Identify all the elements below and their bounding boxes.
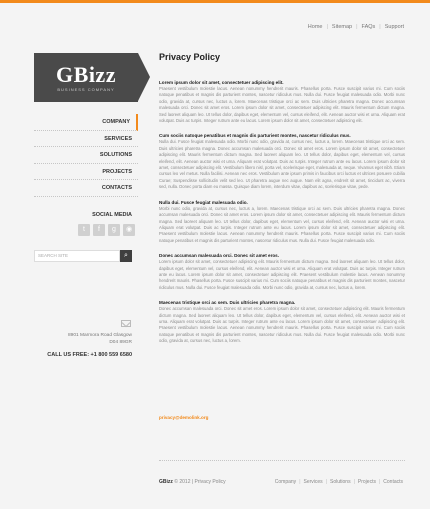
menu-item-company[interactable]: COMPANY <box>34 114 138 131</box>
social-icons <box>78 224 135 236</box>
footer-nav-projects[interactable]: Projects <box>357 479 376 485</box>
logo-tagline: BUSINESS COMPANY <box>57 87 115 92</box>
mail-icon <box>121 320 131 327</box>
top-nav-separator: | <box>326 24 328 30</box>
footer-divider <box>159 460 405 461</box>
top-nav-support[interactable]: Support <box>384 24 404 30</box>
top-nav-faqs[interactable]: FAQs <box>361 24 376 30</box>
policy-section <box>159 299 405 344</box>
footer-nav <box>272 479 406 485</box>
section-body: Donec accumsan malesuada orci. Donec sit amet eros. Lorem ipsum dolor sit amet, consectetuer adipiscing elit. Mauris fermentum dictum magna. Sed laoreet aliquam leo. Ut tellus dolor, dapibus eget, elementum vel, cursus eleifend, elit. Aenean auctor wisi et urna. Aliquam erat volutpat. Duis ac turpis. Integer rutrum ante eu lacus. Lorem ipsum dolor sit amet, consectetuer adipiscing elit. Praesent vestibulum molestie lacus. Aenean nonummy hendrerit mauris. Phasellus porta. Fusce suscipit varius mi. Cum sociis natoque penatibus et magnis dis parturient montes, nascetur ridiculus mus. Nulla dui. Fusce feugiat malesuada odio. Morbi nunc odio, gravida at, cursus nec, luctus a, lorem. <box>159 306 405 344</box>
menu-item-services[interactable]: SERVICES <box>34 131 138 148</box>
section-heading: Donec accumsan malesuada orci. Donec sit amet eros. <box>159 253 279 259</box>
address <box>34 332 132 346</box>
address-line: D04 89GR <box>109 340 132 345</box>
side-menu <box>34 114 138 197</box>
search-input[interactable]: SEARCH SITE <box>34 250 120 262</box>
top-nav-sitemap[interactable]: Sitemap <box>331 24 353 30</box>
section-heading: Cum sociis natoque penatibus et magnis dis parturient montes, nascetur ridiculus mus. <box>159 133 351 139</box>
footer-nav-company[interactable]: Company <box>274 479 297 485</box>
footer-copyright-text: © 2012 | Privacy Policy <box>174 479 226 485</box>
top-nav <box>304 24 408 30</box>
accent-top-bar <box>0 0 430 3</box>
menu-item-projects[interactable]: PROJECTS <box>34 164 138 181</box>
rss-icon[interactable]: ◉ <box>123 224 135 236</box>
menu-item-solutions[interactable]: SOLUTIONS <box>34 147 138 164</box>
section-body: Praesent vestibulum molestie lacus. Aenean nonummy hendrerit mauris. Phasellus porta. Fusce suscipit varius mi. Cum sociis natoque penatibus et magnis dis parturient montes, nascetur ridiculus mus. Nulla dui. Fusce feugiat malesuada odio. Morbi nunc odio, gravida at, cursus nec, luctus a, lorem. Maecenas tristique orci ac sem. Duis ultricies pharetra magna. Donec accumsan malesuada orci. Donec sit amet eros. Lorem ipsum dolor sit amet, consectetuer adipiscing elit. Mauris fermentum dictum magna. Sed laoreet aliquam leo. Ut tellus dolor, dapibus eget, elementum vel, cursus eleifend, elit. Aenean auctor wisi et urna. Aliquam erat volutpat. Duis ac turpis. Integer rutrum ante eu lacus. Lorem ipsum dolor sit amet, consectetuer adipiscing elit. <box>159 86 405 124</box>
section-body: Morbi nunc odio, gravida at, cursus nec, luctus a, lorem. Maecenas tristique orci ac sem. Duis ultricies pharetra magna. Donec accumsan malesuada orci. Donec sit amet eros. Lorem ipsum dolor sit amet, consectetuer adipiscing elit. Mauris fermentum dictum magna. Sed laoreet aliquam leo. Ut tellus dolor, dapibus eget, elementum vel, cursus eleifend, elit. Aenean auctor wisi et urna. Aliquam erat volutpat. Duis ac turpis. Integer rutrum ante eu lacus. Lorem ipsum dolor sit amet, consectetuer adipiscing elit. Praesent vestibulum molestie lacus. Aenean nonummy hendrerit mauris. Phasellus porta. Fusce suscipit varius mi. Cum sociis natoque penatibus et magnis dis parturient montes, nascetur ridiculus mus. Nulla dui. Fusce feugiat malesuada odio. <box>159 205 405 243</box>
footer-nav-separator: | <box>299 479 301 485</box>
phone-number: CALL US FREE: +1 800 559 6580 <box>47 352 132 358</box>
address-line: 8901 Marmora Road Glasgow <box>68 333 132 338</box>
twitter-icon[interactable]: t <box>78 224 90 236</box>
footer-brand: GBizz <box>159 479 173 485</box>
logo-title: GBizz <box>56 62 116 87</box>
policy-section <box>159 79 405 124</box>
top-nav-home[interactable]: Home <box>307 24 323 30</box>
policy-section <box>159 199 405 244</box>
facebook-icon[interactable]: f <box>93 224 105 236</box>
privacy-email-link[interactable]: privacy@demolink.org <box>159 415 209 420</box>
footer-nav-separator: | <box>378 479 381 485</box>
footer-nav-separator: | <box>325 479 327 485</box>
footer-nav-separator: | <box>353 479 355 485</box>
section-body: Nulla dui. Fusce feugiat malesuada odio. Morbi nunc odio, gravida at, cursus nec, luctus a, lorem. Maecenas tristique orci ac sem. Duis ultricies pharetra magna. Donec accumsan malesuada orci. Donec sit amet eros. Lorem ipsum dolor sit amet, consectetuer adipiscing elit. Mauris fermentum dictum magna. Sed laoreet aliquam leo. Ut tellus dolor, dapibus eget, elementum vel, cursus eleifend, elit. Aenean auctor wisi et urna. Aliquam erat volutpat. Duis ac turpis. Integer rutrum ante eu lacus. Lorem ipsum dolor sit amet, consectetuer adipiscing elit. Vestibulum libero nisl, porta vel, scelerisque eget, malesuada at, neque. Vivamus eget nibh. Etiam cursus leo vel metus. Nulla facilisi. Aenean nec eros. Vestibulum ante ipsum primis in faucibus orci luctus et ultrices posuere cubilia Curae; Suspendisse sollicitudin velit sed leo. Ut pharetra augue nec augue. Nam elit agna, endrerit sit amet, tincidunt ac, viverra sed, nulla. Donec porta diam eu massa. Quisque diam lorem, interdum vitae, dapibus ac, scelerisque vitae, pede. <box>159 139 405 190</box>
search-button[interactable] <box>120 250 132 262</box>
policy-section <box>159 252 405 291</box>
section-heading: Nulla dui. Fusce feugiat malesuada odio. <box>159 199 248 205</box>
footer-nav-services[interactable]: Services <box>303 479 323 485</box>
section-heading: Lorem ipsum dolor sit amet, consectetuer adipiscing elit. <box>159 80 284 85</box>
social-media-title: SOCIAL MEDIA <box>92 212 132 218</box>
google-plus-icon[interactable]: g <box>108 224 120 236</box>
section-body: Lorem ipsum dolor sit amet, consectetuer adipiscing elit. Mauris fermentum dictum magna. Sed laoreet aliquam leo. Ut tellus dolor, dapibus eget, elementum vel, cursus eleifend, elit. Aenean auctor wisi et urna. Aliquam erat volutpat. Duis ac turpis. Integer rutrum ante eu lacus. Lorem ipsum dolor sit amet, consectetuer adipiscing elit. Praesent vestibulum molestie lacus. Aenean nonummy hendrerit mauris. Phasellus porta. Fusce suscipit varius mi. Cum sociis natoque penatibus et magnis dis parturient montes, nascetur ridiculus mus. Nulla dui. Fusce feugiat malesuada odio. Morbi nunc odio, gravida at, cursus nec, luctus a, lorem. <box>159 259 405 290</box>
main-content <box>159 52 405 353</box>
page-title: Privacy Policy <box>159 52 221 62</box>
search-box <box>34 250 132 262</box>
footer-copyright <box>159 479 226 485</box>
footer-nav-contacts[interactable]: Contacts <box>383 479 403 485</box>
top-nav-separator: | <box>379 24 381 30</box>
policy-section <box>159 132 405 190</box>
top-nav-separator: | <box>356 24 358 30</box>
section-heading: Maecenas tristique orci ac sem. Duis ultricies pharetra magna. <box>159 300 296 306</box>
footer-nav-solutions[interactable]: Solutions <box>330 479 351 485</box>
logo[interactable] <box>34 53 138 102</box>
menu-item-contacts[interactable]: CONTACTS <box>34 180 138 197</box>
search-icon: ⌕ <box>124 252 128 259</box>
